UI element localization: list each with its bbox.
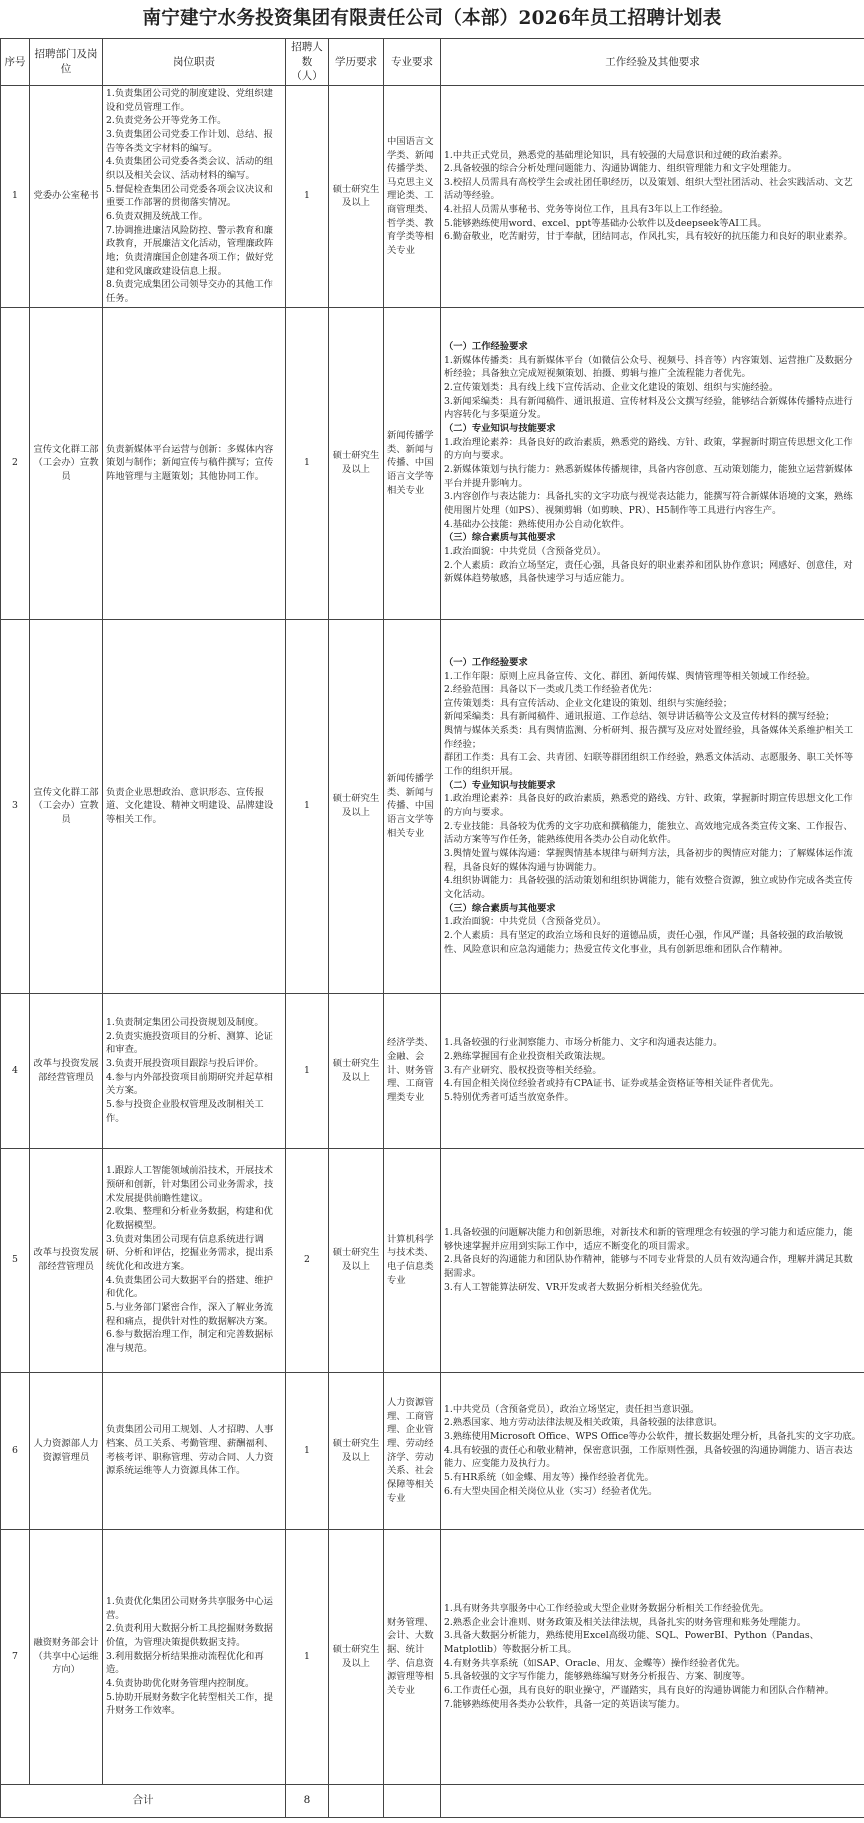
hire-count: 1: [286, 1529, 329, 1784]
requirement-item: 6.有大型央国企相关岗位从业（实习）经验者优先。: [444, 1485, 658, 1497]
row-number: 5: [1, 1148, 30, 1372]
requirements-cell: [441, 1372, 864, 1529]
requirement-item: 1.政治面貌：中共党员（含预备党员）。: [444, 546, 607, 557]
header-count: 招聘人数（人）: [286, 39, 329, 86]
hire-count: 1: [286, 86, 329, 308]
requirement-item: 5.具备较强的文字写作能力，能够熟练编写财务分析报告、方案、制度等。: [444, 1671, 751, 1683]
duty-item: 负责集团公司用工规划、人才招聘、人事档案、员工关系、考勤管理、薪酬福利、考核考评、职称管理、劳动合同、人力资源系统运维等人力资源具体工作。: [106, 1424, 274, 1477]
requirement-item: 1.新媒体传播类：具有新媒体平台（如微信公众号、视频号、抖音等）内容策划、运营推广及数据分析经验；具备独立完成短视频策划、拍摄、剪辑与推广全流程能力者优先。: [444, 354, 853, 380]
table-row: [1, 86, 864, 308]
total-label: 合计: [1, 1784, 286, 1817]
requirement-item: 4.基础办公技能：熟练使用办公自动化软件。: [444, 518, 630, 530]
duty-item: 2.负责党务公开等党务工作。: [106, 115, 227, 127]
requirement-item: 5.特别优秀者可适当放宽条件。: [444, 1092, 574, 1104]
duty-item: 4.参与内外部投资项目前期研究并起草相关方案。: [106, 1071, 273, 1097]
duty-item: 4.负责集团公司党委各类会议、活动的组织以及相关会议、活动材料的编写。: [106, 156, 273, 181]
requirement-item: 3.舆情处置与媒体沟通：掌握舆情基本规律与研判方法，具备初步的舆情应对能力；了解媒体运作流程，具备良好的媒体沟通与协调能力。: [444, 848, 853, 873]
requirement-item: 宣传策划类：具有宣传活动、企业文化建设的策划、组织与实施经验；: [444, 697, 733, 709]
dept-position: 改革与投资发展部经营管理员: [30, 1148, 103, 1372]
requirement-heading: （二）专业知识与技能要求: [444, 423, 556, 435]
requirement-item: 群团工作类：具有工会、共青团、妇联等群团组织工作经验，熟悉文体活动、志愿服务、职工关怀等工作的组织开展。: [444, 752, 854, 778]
education-requirement: 硕士研究生及以上: [329, 1372, 384, 1529]
requirement-item: 舆情与媒体关系类：具有舆情监测、分析研判、报告撰写及应对处置经验，具备媒体关系维护相关工作经验；: [444, 725, 854, 750]
row-number: 1: [1, 86, 30, 308]
table-row: [1, 1372, 864, 1529]
duty-item: 5.与业务部门紧密合作，深入了解业务流程和痛点，提供针对性的数据解决方案。: [106, 1302, 274, 1327]
duty-item: 负责新媒体平台运营与创新：多媒体内容策划与制作；新闻宣传与稿件撰写；宣传阵地管理与主题策划；其他协同工作。: [106, 443, 274, 482]
header-dept: 招聘部门及岗位: [30, 39, 103, 86]
duty-item: 3.负责集团公司党委工作计划、总结、报告等各类文字材料的编写。: [106, 129, 273, 154]
table-row: [1, 993, 864, 1148]
requirements-cell: [441, 993, 864, 1148]
duty-item: 3.负责开展投资项目跟踪与投后评价。: [106, 1057, 264, 1069]
requirement-item: 2.专业技能：具备较为优秀的文字功底和撰稿能力，能独立、高效地完成各类宣传文案、工作报告、活动方案等写作任务，能熟练使用各类办公自动化软件。: [444, 820, 853, 846]
table-row: [1, 307, 864, 619]
duties-cell: [103, 307, 286, 619]
requirement-item: 3.校招人员需具有高校学生会或社团任职经历，以及策划、组织大型社团活动、社会实践活动、文艺活动等经验。: [444, 176, 853, 202]
requirement-item: 5.有HR系统（如金蝶、用友等）操作经验者优先。: [444, 1472, 654, 1484]
hire-count: 1: [286, 993, 329, 1148]
requirements-cell: [441, 619, 864, 993]
page-title: 南宁建宁水务投资集团有限责任公司（本部）2026年员工招聘计划表: [142, 8, 722, 29]
requirement-item: 1.中共正式党员，熟悉党的基础理论知识，具有较强的大局意识和过硬的政治素养。: [444, 149, 788, 161]
dept-position: 宣传文化群工部（工会办）宣教员: [30, 619, 103, 993]
requirement-item: 1.中共党员（含预备党员），政治立场坚定，责任担当意识强。: [444, 1403, 700, 1415]
header-duties: 岗位职责: [103, 39, 286, 86]
education-requirement: 硕士研究生及以上: [329, 993, 384, 1148]
requirement-item: 3.有人工智能算法研发、VR开发或者大数据分析相关经验优先。: [444, 1281, 709, 1293]
requirement-heading: （三）综合素质与其他要求: [444, 902, 556, 914]
total-count: 8: [286, 1784, 329, 1817]
requirements-cell: [441, 86, 864, 308]
major-requirement: 新闻传播学类、新闻与传播、中国语言文学等相关专业: [384, 307, 441, 619]
duty-item: 6.负责双拥及统战工作。: [106, 210, 208, 222]
table-row: [1, 1148, 864, 1372]
requirements-cell: [441, 307, 864, 619]
dept-position: 党委办公室秘书: [30, 86, 103, 308]
requirement-item: 4.具有较强的责任心和敬业精神，保密意识强，工作原则性强，具备较强的沟通协调能力、语言表达能力、应变能力及执行力。: [444, 1444, 853, 1470]
duty-item: 5.督促检查集团公司党委各项会议决议和重要工作部署的贯彻落实情况。: [106, 183, 273, 209]
total-row: [1, 1784, 864, 1817]
requirement-item: 2.熟练掌握国有企业投资相关政策法规。: [444, 1051, 611, 1063]
requirement-item: 2.具备较强的综合分析处理问题能力、沟通协调能力、组织管理能力和文字处理能力。: [444, 163, 797, 175]
row-number: 2: [1, 307, 30, 619]
requirement-item: 2.宣传策划类：具有线上线下宣传活动、企业文化建设的策划、组织与实施经验。: [444, 382, 779, 394]
requirement-item: 4.社招人员需从事秘书、党务等岗位工作，且具有3年以上工作经验。: [444, 204, 729, 216]
major-requirement: 中国语言文学类、新闻传播学类、马克思主义理论类、工商管理类、哲学类、教育学类等相关专业: [384, 86, 441, 308]
requirement-item: 1.政治理论素养：具备良好的政治素质，熟悉党的路线、方针、政策，掌握新时期宣传思想文化工作的方向与要求。: [444, 793, 853, 819]
hire-count: 1: [286, 1372, 329, 1529]
requirement-item: 2.熟悉国家、地方劳动法律法规及相关政策，具备较强的法律意识。: [444, 1417, 723, 1429]
duty-item: 1.负责集团公司党的制度建设、党组织建设和党员管理工作。: [106, 88, 273, 113]
major-requirement: 财务管理、会计、大数据、统计学、信息资源管理等相关专业: [384, 1529, 441, 1784]
requirement-heading: （一）工作经验要求: [444, 656, 528, 668]
duty-item: 1.负责优化集团公司财务共享服务中心运营。: [106, 1596, 273, 1621]
requirement-item: 4.有财务共享系统（如SAP、Oracle、用友、金蝶等）操作经验者优先。: [444, 1657, 746, 1669]
row-number: 6: [1, 1372, 30, 1529]
duty-item: 3.利用数据分析结果推动流程优化和再造。: [106, 1650, 264, 1676]
duty-item: 3.负责对集团公司现有信息系统进行调研、分析和评估，挖掘业务需求，提出系统优化和改进方案。: [106, 1233, 274, 1273]
row-number: 7: [1, 1529, 30, 1784]
duty-item: 8.负责完成集团公司领导交办的其他工作任务。: [106, 279, 273, 304]
duty-item: 2.收集、整理和分析业务数据，构建和优化数据模型。: [106, 1206, 273, 1232]
requirement-item: 新闻采编类：具有新闻稿件、通讯报道、工作总结、领导讲话稿等公文及宣传材料的撰写经验；: [444, 711, 835, 723]
duties-cell: [103, 1372, 286, 1529]
duty-item: 4.负责集团公司大数据平台的搭建、维护和优化。: [106, 1274, 273, 1300]
education-requirement: 硕士研究生及以上: [329, 1529, 384, 1784]
requirement-heading: （三）综合素质与其他要求: [444, 532, 556, 544]
header-requirements: 工作经验及其他要求: [441, 39, 864, 86]
requirement-item: 1.政治面貌：中共党员（含预备党员）。: [444, 916, 607, 928]
requirement-item: 6.工作责任心强，具有良好的职业操守，严谨踏实，具有良好的沟通协调能力和团队合作精神。: [444, 1684, 835, 1696]
duty-item: 1.跟踪人工智能领域前沿技术，开展技术预研和创新，针对集团公司业务需求，技术发展提供前瞻性建议。: [106, 1165, 274, 1204]
table-row: [1, 1529, 864, 1784]
table-row: [1, 619, 864, 993]
duties-cell: [103, 1529, 286, 1784]
requirement-item: 2.新媒体策划与执行能力：熟悉新媒体传播规律，具备内容创意、互动策划能力，能独立运营新媒体平台并提升影响力。: [444, 464, 853, 489]
duty-item: 2.负责实施投资项目的分析、测算、论证和审查。: [106, 1030, 273, 1056]
row-number: 3: [1, 619, 30, 993]
requirements-cell: [441, 1529, 864, 1784]
dept-position: 宣传文化群工部（工会办）宣教员: [30, 307, 103, 619]
duty-item: 1.负责制定集团公司投资规划及制度。: [106, 1016, 264, 1028]
duty-item: 4.负责协助优化财务管理内控制度。: [106, 1678, 255, 1690]
requirement-item: 2.个人素质：具有坚定的政治立场和良好的道德品质，责任心强，作风严谨；具备较强的政治敏锐性、风险意识和应急沟通能力；热爱宣传文化事业，具有创新思维和团队合作精神。: [444, 929, 844, 955]
requirement-item: 6.勤奋敬业，吃苦耐劳，甘于奉献，团结同志，作风扎实，具有较好的抗压能力和良好的职业素养。: [444, 231, 853, 243]
header-no: 序号: [1, 39, 30, 86]
duty-item: 5.协助开展财务数字化转型相关工作，提升财务工作效率。: [106, 1691, 273, 1717]
education-requirement: 硕士研究生及以上: [329, 307, 384, 619]
duties-cell: [103, 86, 286, 308]
requirement-heading: （一）工作经验要求: [444, 341, 528, 353]
requirement-item: 3.具备大数据分析能力，熟练使用Excel高级功能、SQL、PowerBI、Python（Pandas、Matplotlib）等数据分析工具。: [444, 1630, 819, 1655]
dept-position: 人力资源部人力资源管理员: [30, 1372, 103, 1529]
requirement-item: 1.工作年限：原则上应具备宣传、文化、群团、新闻传媒、舆情管理等相关领域工作经验。: [444, 670, 816, 682]
requirement-item: 2.个人素质：政治立场坚定，责任心强，具备良好的职业素养和团队协作意识；网感好、创意佳，对新媒体趋势敏感，具备快速学习与适应能力。: [444, 559, 853, 585]
requirement-item: 3.有产业研究、股权投资等相关经验。: [444, 1064, 602, 1076]
education-requirement: 硕士研究生及以上: [329, 86, 384, 308]
requirement-item: 1.具有财务共享服务中心工作经验或大型企业财务数据分析相关工作经验优先。: [444, 1602, 769, 1614]
duties-cell: [103, 1148, 286, 1372]
requirement-heading: （二）专业知识与技能要求: [444, 779, 556, 791]
hire-count: 1: [286, 307, 329, 619]
major-requirement: 新闻传播学类、新闻与传播、中国语言文学等相关专业: [384, 619, 441, 993]
requirement-item: 3.内容创作与表达能力：具备扎实的文字功底与视觉表达能力，能撰写符合新媒体语境的文案，熟练使用图片处理（如PS）、视频剪辑（如剪映、PR）、H5制作等工具进行内容生产。: [444, 491, 853, 517]
requirement-item: 1.具备较强的问题解决能力和创新思维，对新技术和新的管理理念有较强的学习能力和适应能力，能够快速掌握并应用到实际工作中，适应不断变化的项目需求。: [444, 1226, 853, 1252]
requirement-item: 3.熟练使用Microsoft Office、WPS Office等办公软件，擅长数据处理分析，具备扎实的文字功底。: [444, 1431, 861, 1443]
requirement-item: 1.政治理论素养：具备良好的政治素质，熟悉党的路线、方针、政策，掌握新时期宣传思想文化工作的方向与要求。: [444, 436, 853, 462]
duty-item: 7.协调推进廉洁风险防控、警示教育和廉政教育，开展廉洁文化活动，管理廉政阵地；负责清廉国企创建各项工作；做好党建和党风廉政建设信息上报。: [106, 224, 274, 277]
requirements-cell: [441, 1148, 864, 1372]
major-requirement: 人力资源管理、工商管理、企业管理、劳动经济学、劳动关系、社会保障等相关专业: [384, 1372, 441, 1529]
requirement-item: 2.经验范围：具备以下一类或几类工作经验者优先：: [444, 684, 658, 696]
requirement-item: 4.有国企相关岗位经验者或持有CPA证书、证券或基金资格证等相关证件者优先。: [444, 1078, 779, 1090]
total-empty-cell: [384, 1784, 441, 1817]
row-number: 4: [1, 993, 30, 1148]
requirement-item: 2.熟悉企业会计准则、财务政策及相关法律法规，具备扎实的财务管理和账务处理能力。: [444, 1616, 807, 1628]
education-requirement: 硕士研究生及以上: [329, 1148, 384, 1372]
requirement-item: 5.能够熟练使用word、excel、ppt等基础办公软件以及deepseek等AI工具。: [444, 217, 767, 229]
dept-position: 融资财务部会计（共享中心运维方向）: [30, 1529, 103, 1784]
duty-item: 2.负责利用大数据分析工具挖掘财务数据价值，为管理决策提供数据支持。: [106, 1623, 273, 1649]
dept-position: 改革与投资发展部经营管理员: [30, 993, 103, 1148]
header-education: 学历要求: [329, 39, 384, 86]
hire-count: 2: [286, 1148, 329, 1372]
duty-item: 负责企业思想政治、意识形态、宣传报道、文化建设、精神文明建设、品牌建设等相关工作。: [106, 786, 274, 825]
duties-cell: [103, 993, 286, 1148]
total-empty-cell: [441, 1784, 864, 1817]
education-requirement: 硕士研究生及以上: [329, 619, 384, 993]
total-empty-cell: [329, 1784, 384, 1817]
header-major: 专业要求: [384, 39, 441, 86]
duties-cell: [103, 619, 286, 993]
table-header-row: [1, 39, 864, 86]
requirement-item: 3.新闻采编类：具有新闻稿件、通讯报道、宣传材料及公文撰写经验，能够结合新媒体传播特点进行内容转化与多渠道分发。: [444, 395, 853, 421]
hire-count: 1: [286, 619, 329, 993]
duty-item: 5.参与投资企业股权管理及改制相关工作。: [106, 1098, 264, 1124]
major-requirement: 计算机科学与技术类、电子信息类专业: [384, 1148, 441, 1372]
requirement-item: 7.能够熟练使用各类办公软件，具备一定的英语读写能力。: [444, 1698, 686, 1710]
requirement-item: 4.组织协调能力：具备较强的活动策划和组织协调能力，能有效整合资源，独立或协作完成各类宣传文化活动。: [444, 875, 853, 900]
requirement-item: 2.具备良好的沟通能力和团队协作精神，能够与不同专业背景的人员有效沟通合作，理解并满足其数据需求。: [444, 1254, 853, 1279]
duty-item: 6.参与数据治理工作，制定和完善数据标准与规范。: [106, 1329, 273, 1354]
major-requirement: 经济学类、金融、会计、财务管理、工商管理类专业: [384, 993, 441, 1148]
requirement-item: 1.具备较强的行业洞察能力、市场分析能力、文字和沟通表达能力。: [444, 1037, 723, 1049]
recruitment-table: [0, 38, 864, 1818]
